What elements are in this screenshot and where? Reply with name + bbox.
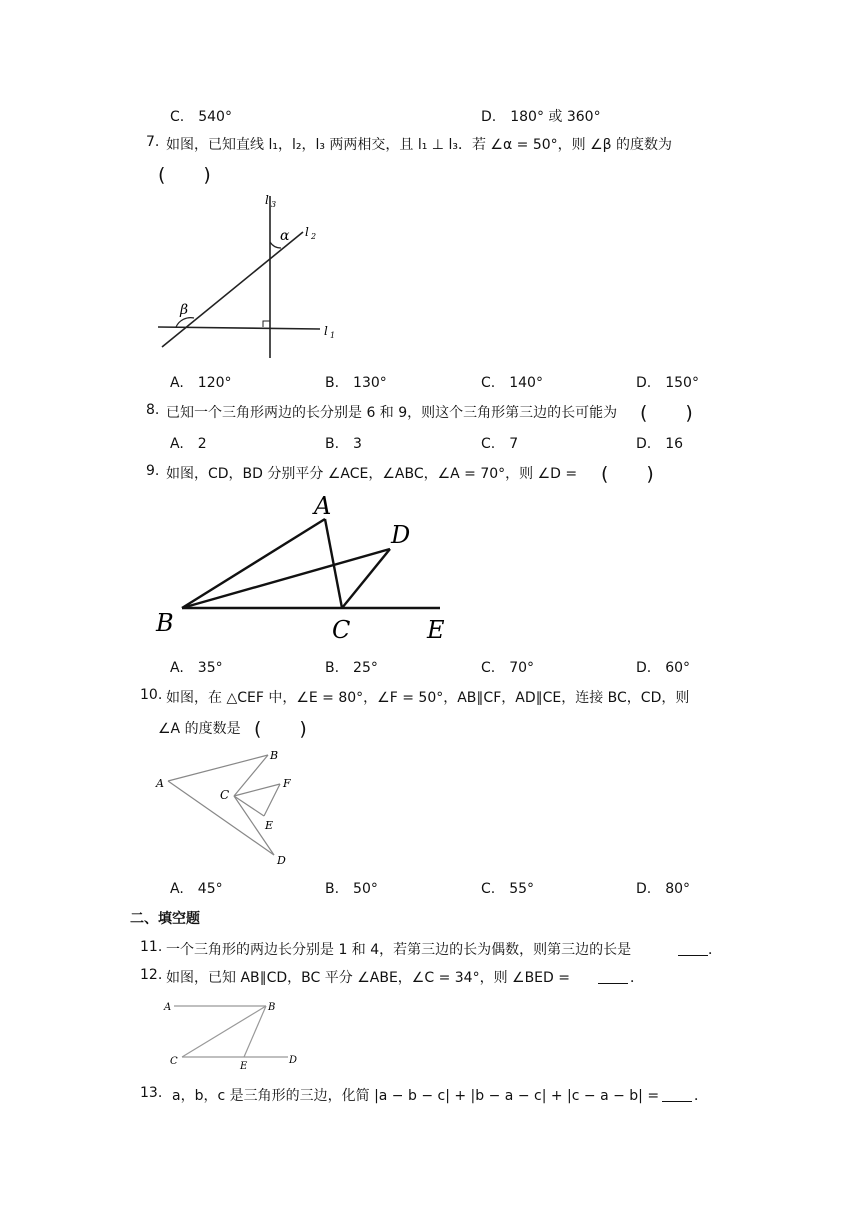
q12-stem: 如图，已知 AB∥CD，BC 平分 ∠ABE，∠C = 34°，则 ∠BED = [166, 970, 570, 986]
label-D: D [289, 1055, 298, 1066]
q9-number: 9. [146, 463, 160, 479]
q12-end: ． [630, 970, 644, 986]
label-l2-sub: 2 [311, 232, 317, 241]
q7-number: 7. [146, 134, 160, 150]
q8-option-d: D. 16 [636, 436, 684, 452]
q13-stem: a，b，c 是三角形的三边，化简 |a − b − c| + |b − a − c| + |c − a − b| = [172, 1088, 660, 1104]
q13-end: ． [694, 1088, 708, 1104]
q13-answer-blank[interactable] [662, 1089, 692, 1102]
q7-option-c: C. 140° [481, 375, 543, 391]
q8-option-a: A. 2 [170, 436, 207, 452]
line-AB [168, 755, 268, 781]
line-BA [182, 519, 325, 608]
q8-option-c: C. 7 [481, 436, 519, 452]
label-E: E [427, 616, 445, 644]
line-BD [182, 549, 390, 608]
line-FE [264, 784, 280, 816]
line-CE [234, 796, 264, 816]
label-beta: β [180, 302, 189, 318]
line-l2 [162, 232, 303, 347]
q13-number: 13. [140, 1085, 163, 1101]
q6-option-d: D. 180° 或 360° [481, 109, 601, 125]
q9-option-b: B. 25° [325, 660, 378, 676]
label-D: D [391, 521, 411, 549]
line-BC [234, 755, 268, 796]
q7-stem: 如图，已知直线 l₁，l₂，l₃ 两两相交，且 l₁ ⊥ l₃．若 ∠α = 50°，则 ∠β 的度数为 [166, 137, 673, 153]
line-CD [342, 549, 390, 608]
q9-option-d: D. 60° [636, 660, 691, 676]
q7-option-b: B. 130° [325, 375, 387, 391]
q10-option-a: A. 45° [170, 881, 223, 897]
q11-number: 11. [140, 939, 163, 955]
q10-option-d: D. 80° [636, 881, 691, 897]
section-heading-fill-blank: 二、填空题 [130, 911, 200, 927]
line-CF [234, 784, 280, 796]
label-C: C [220, 788, 230, 802]
q10-stem-line2: ∠A 的度数是 [158, 721, 241, 737]
q10-stem: 如图，在 △CEF 中，∠E = 80°，∠F = 50°，AB∥CF，AD∥CE，连接 BC，CD，则 [166, 690, 690, 706]
line-BC [182, 1006, 266, 1057]
line-BE [244, 1006, 266, 1057]
label-B: B [268, 1002, 276, 1013]
label-l1-sub: 1 [330, 331, 336, 340]
label-C: C [170, 1056, 178, 1067]
label-l3-sub: 3 [271, 200, 277, 209]
q10-answer-paren: ( ) [254, 718, 307, 740]
q7-option-a: A. 120° [170, 375, 232, 391]
label-A: A [156, 777, 164, 790]
q10-option-c: C. 55° [481, 881, 535, 897]
label-B: B [156, 609, 174, 637]
q9-stem: 如图，CD，BD 分别平分 ∠ACE，∠ABC，∠A = 70°，则 ∠D = [166, 466, 578, 482]
label-l3: l [265, 193, 269, 207]
q6-option-c: C. 540° [170, 109, 232, 125]
q9-option-c: C. 70° [481, 660, 535, 676]
q12-figure [160, 996, 305, 1071]
q8-number: 8. [146, 402, 160, 418]
q10-figure [150, 745, 300, 870]
q7-answer-paren: ( ) [158, 164, 211, 186]
q9-option-a: A. 35° [170, 660, 223, 676]
q11-answer-blank[interactable] [678, 943, 708, 956]
q8-stem: 已知一个三角形两边的长分别是 6 和 9，则这个三角形第三边的长可能为 [166, 405, 618, 421]
q12-number: 12. [140, 967, 163, 983]
q9-figure [150, 488, 460, 648]
label-alpha: α [280, 228, 290, 244]
line-l1 [158, 327, 320, 329]
q11-end: ． [708, 942, 722, 958]
q8-option-b: B. 3 [325, 436, 362, 452]
label-A: A [314, 492, 332, 520]
q8-answer-paren: ( ) [640, 402, 693, 424]
label-E: E [240, 1061, 248, 1071]
q7-option-d: D. 150° [636, 375, 699, 391]
q11-stem: 一个三角形的两边长分别是 1 和 4，若第三边的长为偶数，则第三边的长是 [166, 942, 632, 958]
label-B: B [270, 749, 279, 762]
label-A: A [164, 1002, 172, 1013]
q9-answer-paren: ( ) [601, 463, 654, 485]
q7-figure [150, 190, 350, 360]
label-F: F [283, 777, 291, 790]
q10-option-b: B. 50° [325, 881, 378, 897]
label-l2: l [305, 225, 309, 239]
q10-number: 10. [140, 687, 163, 703]
label-D: D [277, 854, 286, 867]
label-C: C [332, 616, 351, 644]
label-l1: l [324, 324, 328, 338]
q12-answer-blank[interactable] [598, 971, 628, 984]
label-E: E [265, 819, 274, 832]
right-angle-mark [263, 321, 270, 327]
